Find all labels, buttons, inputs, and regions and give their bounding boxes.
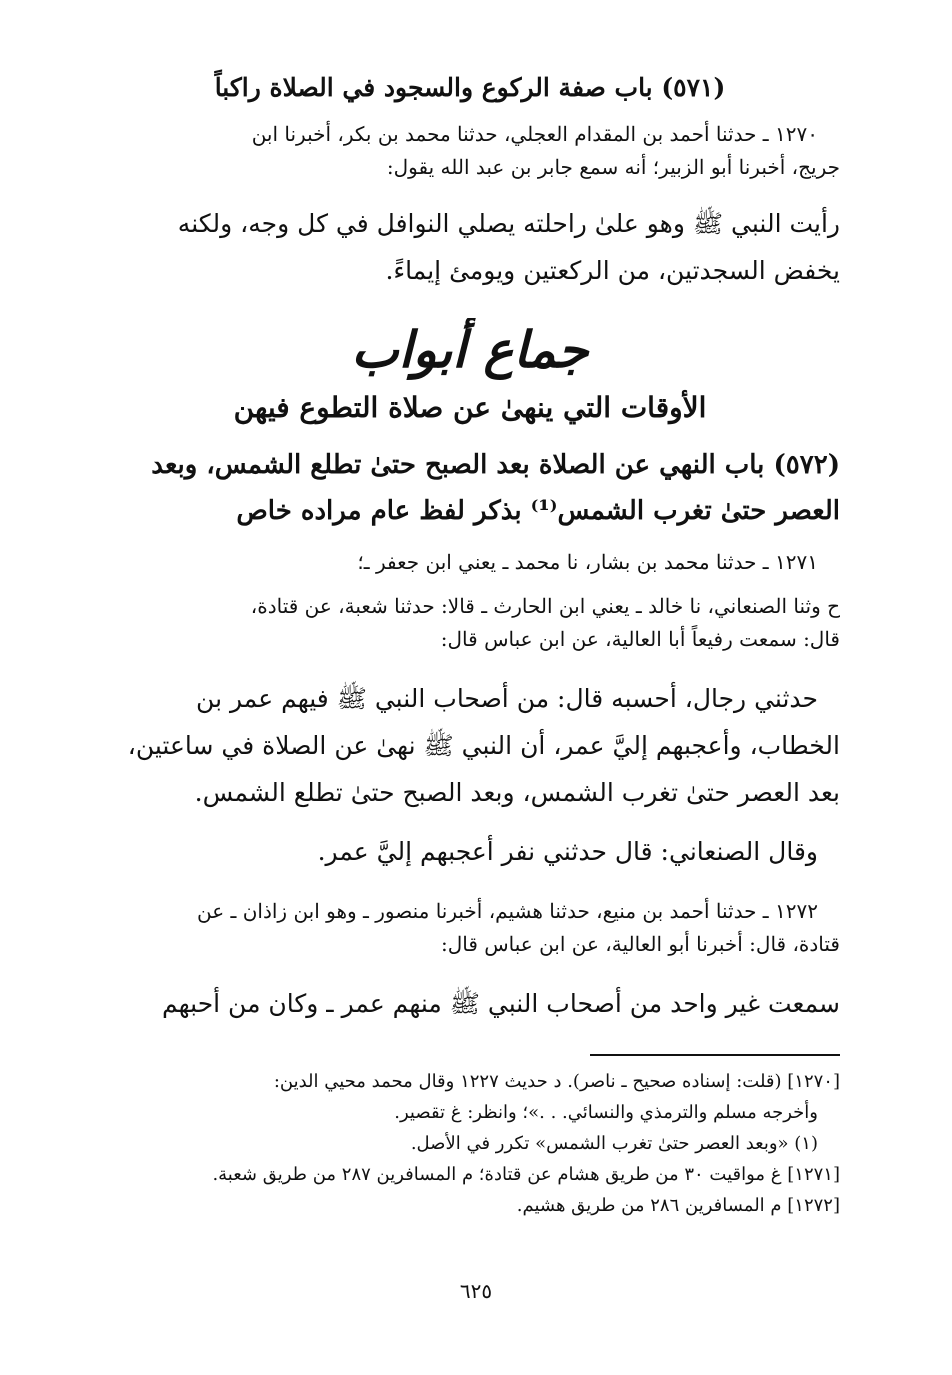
- section-title-text: الأوقات التي ينهىٰ عن صلاة التطوع فيهن: [233, 391, 707, 424]
- matn-line: بعد العصر حتىٰ تغرب الشمس، وبعد الصبح حتىٰ تطلع الشمس.: [194, 778, 840, 807]
- jimaa-abwab-text: جماع أبواب: [351, 320, 589, 379]
- hadith-1272-matn: [100, 980, 840, 1027]
- chapter-heading-572: [100, 442, 840, 534]
- page-number: ٦٢٥: [459, 1279, 493, 1303]
- footnote-line: وأخرجه مسلم والترمذي والنسائي. . .»؛ وانظر: غ تقصير.: [394, 1102, 818, 1123]
- chapter-heading-571: [100, 66, 840, 110]
- matn-line: يخفض السجدتين، من الركعتين ويومئ إيماءً.: [385, 256, 840, 285]
- matn-line: سمعت غير واحد من أصحاب النبي ﷺ منهم عمر ـ وكان من أحبهم: [161, 989, 840, 1018]
- chapter-heading-571-text: (٥٧١) باب صفة الركوع والسجود في الصلاة راكباً: [214, 73, 726, 102]
- sanani-note-text: وقال الصنعاني: قال حدثني نفر أعجبهم إليَّ عمر.: [317, 837, 818, 866]
- section-title: [100, 385, 840, 431]
- isnad-line: جريج، أخبرنا أبو الزبير؛ أنه سمع جابر بن عبد الله يقول:: [386, 155, 840, 179]
- isnad-line: قال: سمعت رفيعاً أبا العالية، عن ابن عباس قال:: [440, 627, 840, 651]
- chapter-heading-572-line: (٥٧٢) باب النهي عن الصلاة بعد الصبح حتىٰ تطلع الشمس، وبعد: [151, 450, 840, 480]
- footnote-line: [١٢٧٢] م المسافرين ٢٨٦ من طريق هشيم.: [516, 1195, 840, 1216]
- hadith-1271-isnad: [100, 546, 840, 579]
- footnote-line: (١) «وبعد العصر حتىٰ تغرب الشمس» تكرر في الأصل.: [410, 1133, 818, 1154]
- jimaa-abwab-title: [100, 318, 840, 382]
- hadith-1271-matn: [100, 675, 840, 816]
- footnotes: [100, 1066, 840, 1221]
- isnad-line: ١٢٧١ ـ حدثنا محمد بن بشار، نا محمد ـ يعني ابن جعفر ـ؛: [357, 550, 818, 574]
- matn-line: حدثني رجال، أحسبه قال: من أصحاب النبي ﷺ فيهم عمر بن: [196, 684, 818, 713]
- hadith-1270-isnad: [100, 118, 840, 184]
- hadith-1271-isnad-cont: [100, 590, 840, 656]
- footnote-line: [١٢٧١] غ مواقيت ٣٠ من طريق هشام عن قتادة؛ م المسافرين ٢٨٧ من طريق شعبة.: [212, 1164, 840, 1185]
- isnad-line: ح وثنا الصنعاني، نا خالد ـ يعني ابن الحارث ـ قالا: حدثنا شعبة، عن قتادة،: [250, 594, 840, 618]
- hadith-1270-matn: [100, 200, 840, 294]
- chapter-heading-572-line: العصر حتىٰ تغرب الشمس⁽¹⁾ بذكر لفظ عام مراده خاص: [236, 496, 840, 526]
- footnote-divider: [590, 1054, 840, 1056]
- matn-line: الخطاب، وأعجبهم إليَّ عمر، أن النبي ﷺ نهىٰ عن الصلاة في ساعتين،: [127, 731, 840, 760]
- matn-line: رأيت النبي ﷺ وهو علىٰ راحلته يصلي النوافل في كل وجه، ولكنه: [177, 209, 840, 238]
- footnote-line: [١٢٧٠] (قلت: إسناده صحيح ـ ناصر). د حديث ١٢٢٧ وقال محمد محيي الدين:: [273, 1071, 840, 1092]
- isnad-line: ١٢٧٠ ـ حدثنا أحمد بن المقدام العجلي، حدثنا محمد بن بكر، أخبرنا ابن: [251, 122, 818, 146]
- isnad-line: ١٢٧٢ ـ حدثنا أحمد بن منيع، حدثنا هشيم، أخبرنا منصور ـ وهو ابن زاذان ـ عن: [196, 899, 818, 923]
- isnad-line: قتادة، قال: أخبرنا أبو العالية، عن ابن عباس قال:: [440, 932, 840, 956]
- hadith-1272-isnad: [100, 895, 840, 961]
- sanani-note: [100, 828, 840, 875]
